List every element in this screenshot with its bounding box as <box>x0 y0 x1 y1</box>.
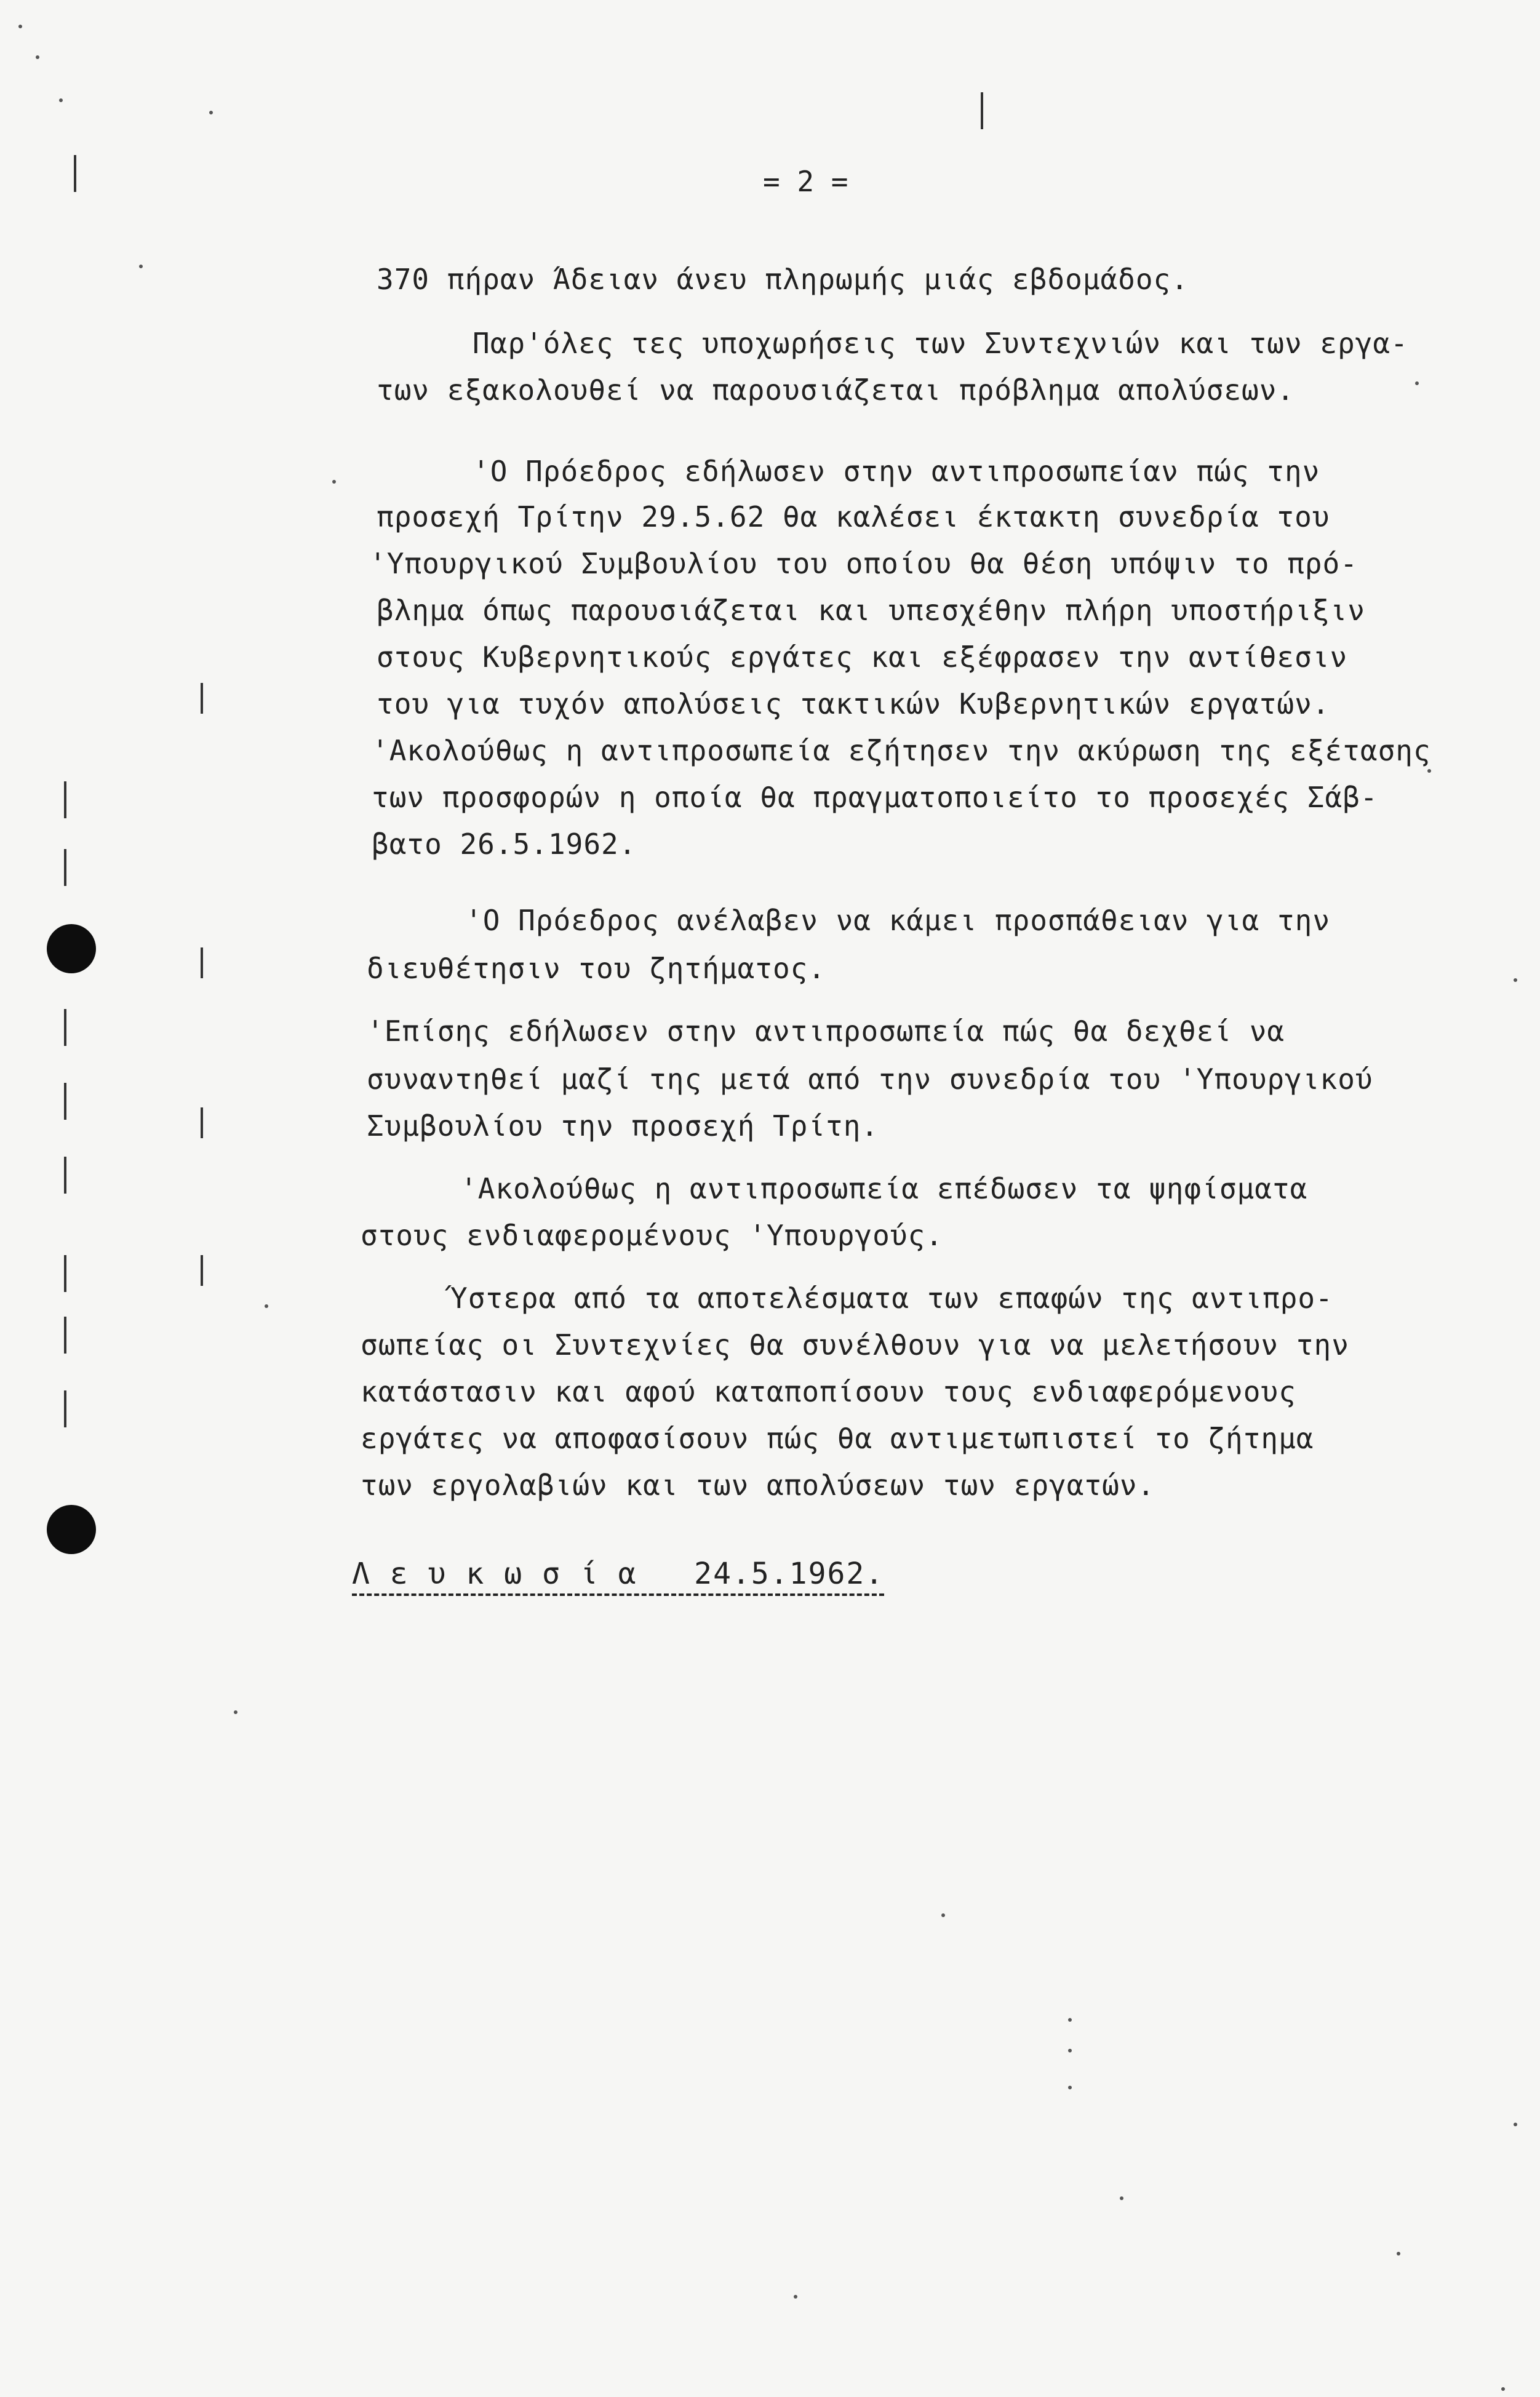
text-line: Παρ'όλες τες υποχωρήσεις των Συντεχνιών και των εργα- <box>473 327 1408 360</box>
place-date-signature: Λ ε υ κ ω σ ί α 24.5.1962. <box>352 1557 884 1596</box>
margin-mark <box>981 92 983 129</box>
text-line: εργάτες να αποφασίσουν πώς θα αντιμετωπιστεί το ζήτημα <box>361 1422 1314 1455</box>
speck <box>941 1913 945 1917</box>
text-line: των εξακολουθεί να παρουσιάζεται πρόβλημα απολύσεων. <box>377 373 1295 407</box>
speck <box>1068 2018 1072 2022</box>
speck <box>59 98 63 102</box>
speck <box>1501 2387 1505 2391</box>
margin-mark <box>64 1317 66 1354</box>
margin-mark <box>64 1157 66 1194</box>
punch-hole-top <box>47 924 96 973</box>
speck <box>1415 381 1419 385</box>
text-line: 'Ακολούθως η αντιπροσωπεία επέδωσεν τα ψηφίσματα <box>460 1172 1308 1205</box>
text-line: διευθέτησιν του ζητήματος. <box>367 952 826 985</box>
text-line: κατάστασιν και αφού καταποπίσουν τους ενδιαφερόμενους <box>361 1375 1296 1408</box>
speck <box>1514 2123 1517 2126</box>
text-line: στους ενδιαφερομένους 'Υπουργούς. <box>361 1219 943 1252</box>
margin-mark <box>201 947 203 978</box>
margin-mark <box>64 849 66 886</box>
speck <box>139 265 143 268</box>
page-number: = 2 = <box>763 165 848 198</box>
speck <box>794 2295 797 2299</box>
speck <box>1120 2196 1123 2200</box>
text-line: 370 πήραν Άδειαν άνευ πληρωμής μιάς εβδομάδος. <box>377 263 1189 296</box>
text-line: των εργολαβιών και των απολύσεων των εργατών. <box>361 1469 1155 1502</box>
text-line: συναντηθεί μαζί της μετά από την συνεδρία του 'Υπουργικού <box>367 1063 1373 1096</box>
text-line: 'Επίσης εδήλωσεν στην αντιπροσωπεία πώς θα δεχθεί να <box>367 1015 1285 1048</box>
speck <box>209 111 213 114</box>
speck <box>1397 2252 1400 2255</box>
text-line: προσεχή Τρίτην 29.5.62 θα καλέσει έκτακτη συνεδρία του <box>377 500 1330 533</box>
speck <box>265 1304 268 1308</box>
margin-mark <box>64 1009 66 1046</box>
speck <box>36 55 39 59</box>
margin-mark <box>201 683 203 714</box>
margin-mark <box>64 1083 66 1120</box>
speck <box>1068 2049 1072 2052</box>
speck <box>234 1710 237 1714</box>
margin-mark <box>201 1107 203 1138</box>
speck <box>332 480 336 484</box>
margin-mark <box>64 1255 66 1292</box>
text-line: Ύστερα από τα αποτελέσματα των επαφών της αντιπρο- <box>450 1282 1333 1315</box>
text-line: 'Υπουργικού Συμβουλίου του οποίου θα θέση υπόψιν το πρό- <box>369 547 1358 580</box>
margin-mark <box>201 1255 203 1286</box>
text-line: 'Ακολούθως η αντιπροσωπεία εζήτησεν την ακύρωση της εξέτασης <box>372 734 1431 767</box>
speck <box>1514 978 1517 982</box>
margin-mark <box>64 1390 66 1427</box>
speck <box>1427 769 1431 773</box>
speck <box>1068 2086 1072 2089</box>
speck <box>18 25 22 28</box>
text-line: βλημα όπως παρουσιάζεται και υπεσχέθην πλήρη υποστήριξιν <box>377 594 1365 627</box>
punch-hole-bottom <box>47 1505 96 1554</box>
text-line: στους Κυβερνητικούς εργάτες και εξέφρασεν την αντίθεσιν <box>377 640 1348 674</box>
text-line: 'Ο Πρόεδρος εδήλωσεν στην αντιπροσωπείαν πώς την <box>473 455 1320 488</box>
text-line: σωπείας οι Συντεχνίες θα συνέλθουν για να μελετήσουν την <box>361 1328 1349 1362</box>
text-line: βατο 26.5.1962. <box>372 828 637 861</box>
text-line: του για τυχόν απολύσεις τακτικών Κυβερνητικών εργατών. <box>377 687 1330 720</box>
text-line: Συμβουλίου την προσεχή Τρίτη. <box>367 1109 879 1143</box>
margin-mark <box>74 155 76 192</box>
margin-mark <box>64 781 66 818</box>
text-line: 'Ο Πρόεδρος ανέλαβεν να κάμει προσπάθειαν για την <box>465 904 1331 937</box>
text-line: των προσφορών η οποία θα πραγματοποιείτο το προσεχές Σάβ- <box>372 781 1378 814</box>
